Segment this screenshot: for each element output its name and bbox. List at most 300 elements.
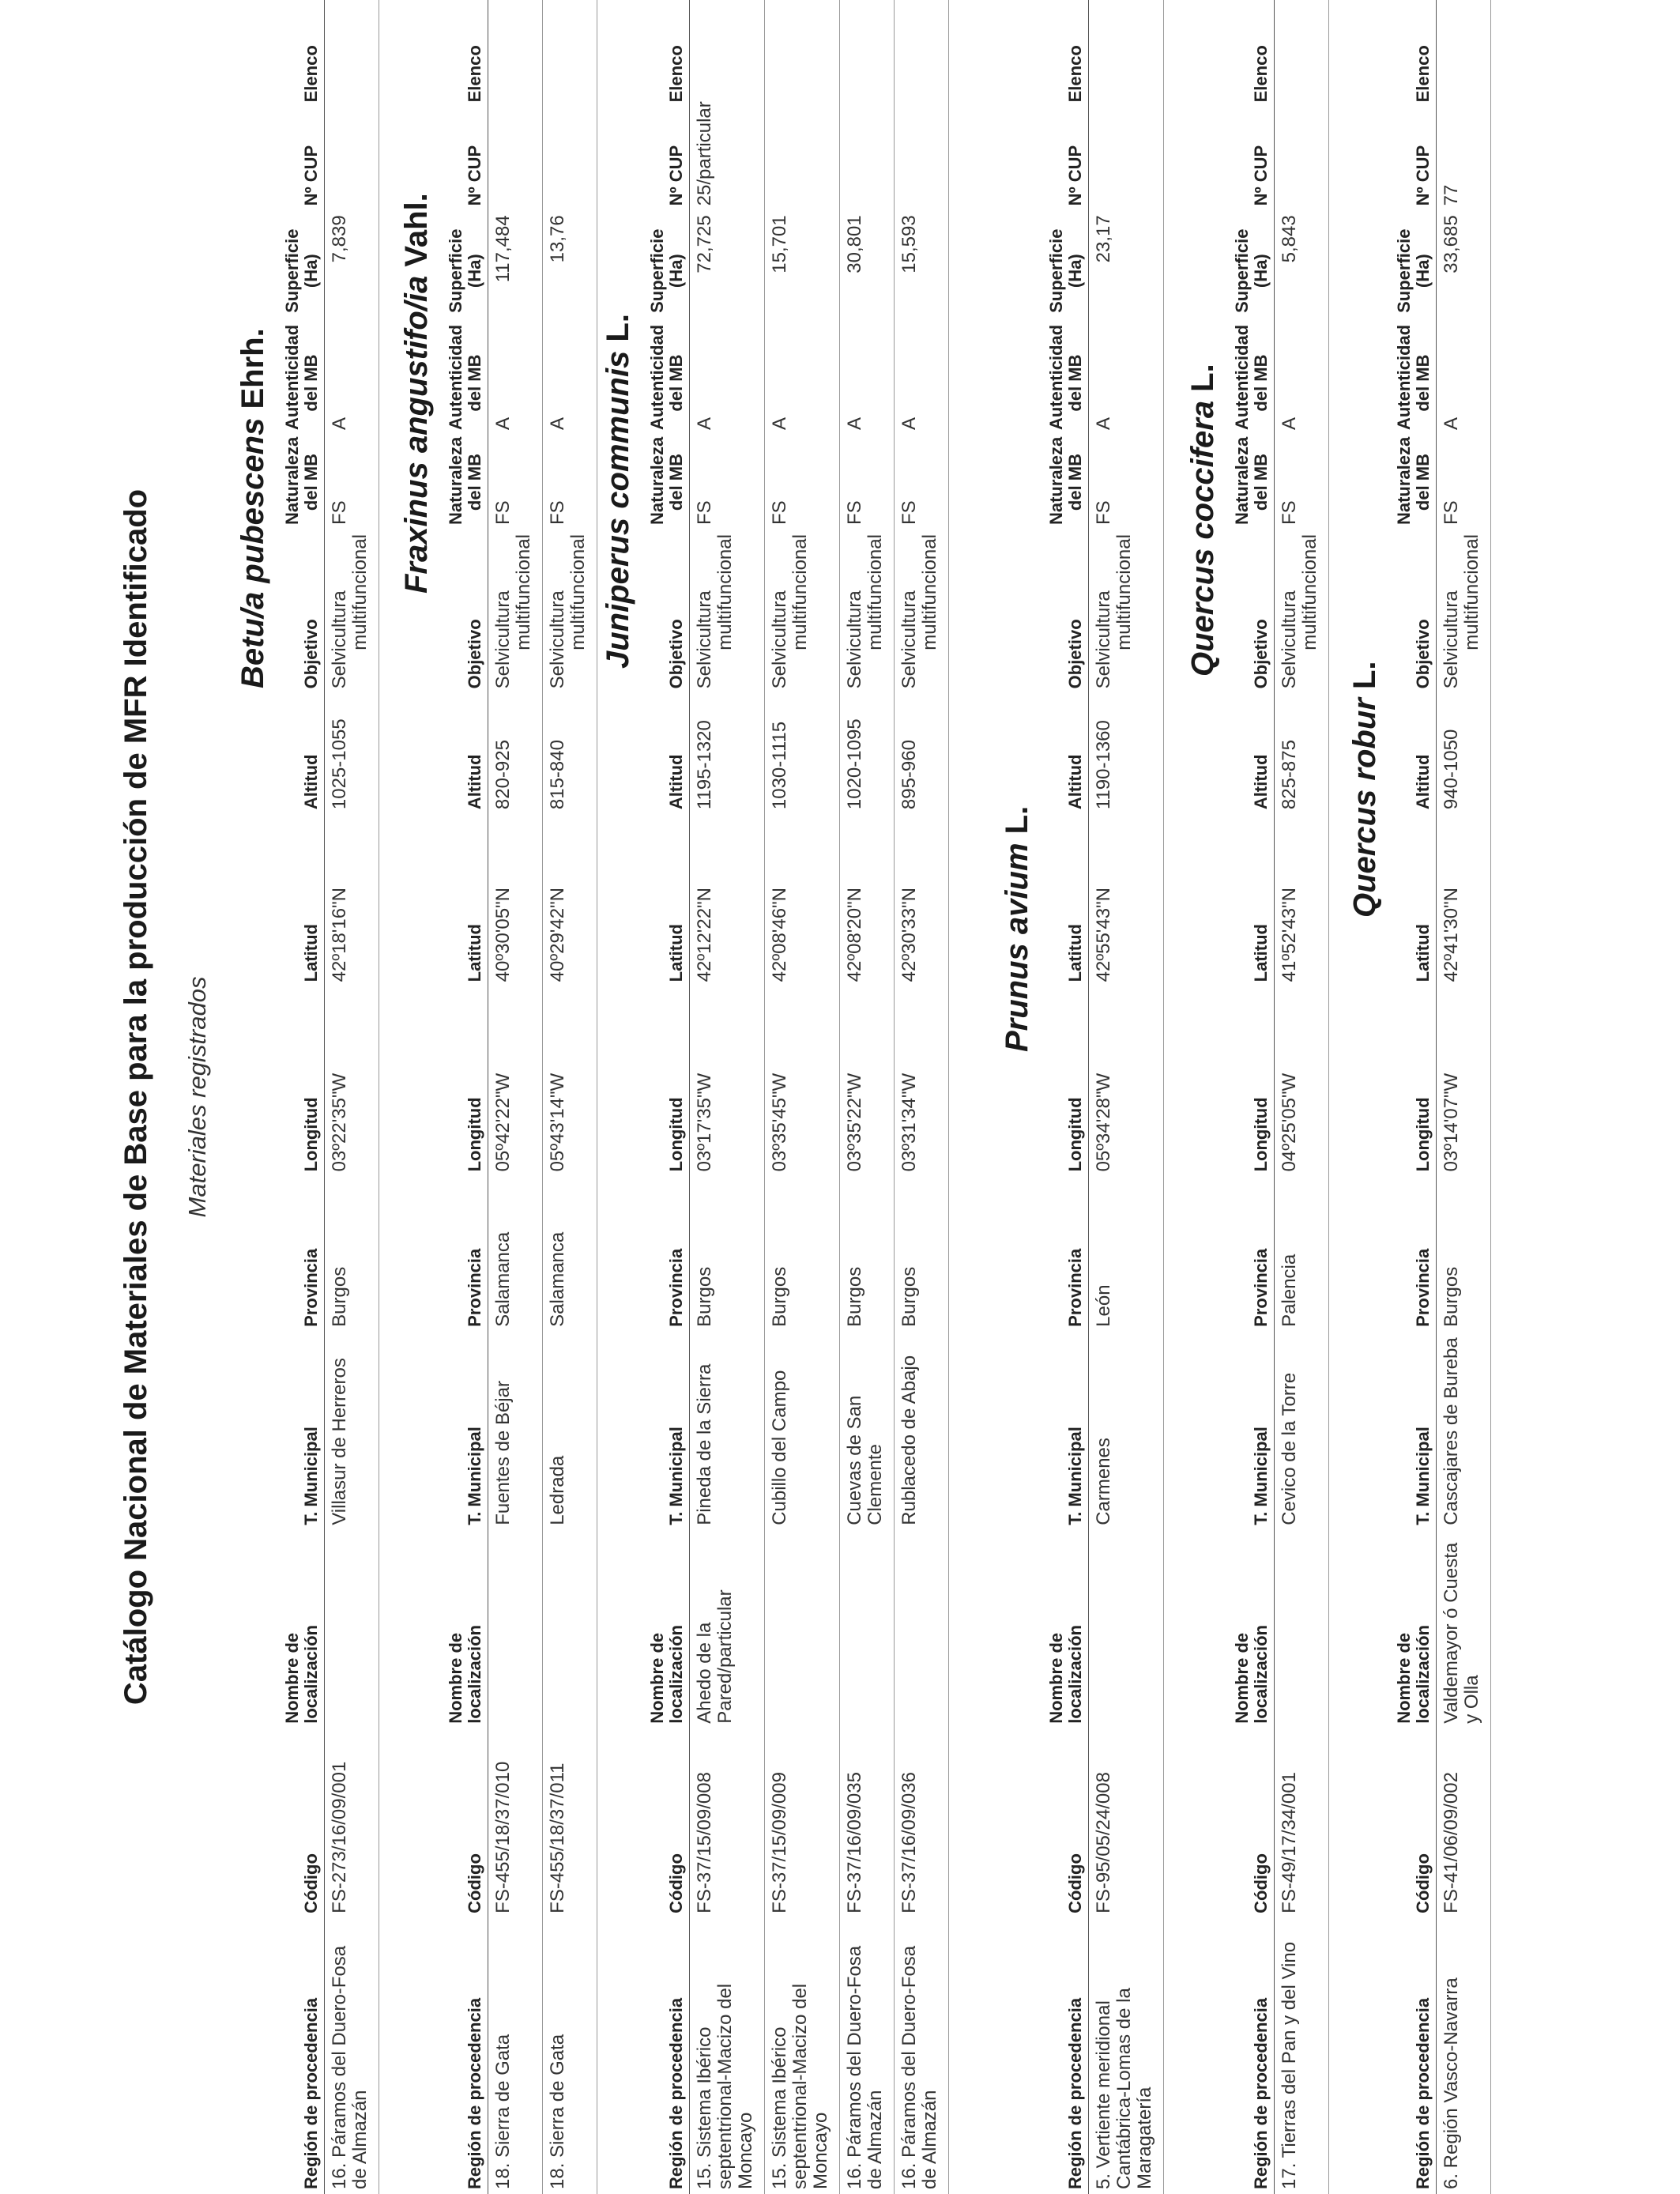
cell-altitud: 1025-1055 xyxy=(325,693,379,814)
species-author: L. xyxy=(1000,805,1034,835)
column-header-longitud: Longitud xyxy=(301,1097,321,1172)
cell-autenticidad: A xyxy=(840,331,895,435)
table-row xyxy=(840,0,895,2194)
column-header-municipal: T. Municipal xyxy=(301,1427,321,1525)
cell-latitud: 40º29'42"N xyxy=(543,814,597,986)
column-header-superficie xyxy=(648,210,690,331)
cell-longitud: 03º31'34"W xyxy=(895,986,949,1176)
species-author: Ehrh. xyxy=(235,328,270,409)
column-header-longitud: Longitud xyxy=(1065,1097,1085,1172)
column-header-superficie-line2: (Ha) xyxy=(301,254,321,288)
column-header-autenticidad-line2: del MB xyxy=(1413,354,1433,412)
column-header-codigo: Código xyxy=(301,1853,321,1913)
cell-provincia: Burgos xyxy=(690,1176,765,1331)
species-genus: Betu/a pubescens xyxy=(235,417,270,688)
cell-latitud: 42º30'33"N xyxy=(895,814,949,986)
column-header-objetivo: Objetivo xyxy=(301,619,321,689)
page-subtitle: Materiales registrados xyxy=(183,976,211,1218)
cell-codigo: FS-37/15/09/008 xyxy=(690,1728,765,1918)
cell-provincia: Salamanca xyxy=(488,1176,543,1331)
species-genus: Prunus avium xyxy=(1000,843,1034,1052)
table-body xyxy=(325,0,379,2194)
species-table xyxy=(648,0,949,2194)
column-header-longitud: Longitud xyxy=(1251,1097,1271,1172)
cell-nombre: Valdemayor ó Cuesta y Olla xyxy=(1437,1530,1491,1728)
cell-municipal: Cuevas de San Clemente xyxy=(840,1332,895,1530)
column-header-codigo: Código xyxy=(465,1853,484,1913)
column-header-longitud: Longitud xyxy=(666,1097,686,1172)
cell-region: 18. Sierra de Gata xyxy=(543,1918,597,2194)
table-body xyxy=(488,0,597,2194)
column-header-autenticidad-line1: Autenticidad xyxy=(282,324,302,431)
cell-provincia: Burgos xyxy=(765,1176,840,1331)
column-header-elenco: Elenco xyxy=(666,45,686,103)
column-header-naturaleza-line2: del MB xyxy=(1413,453,1433,511)
column-header-municipal: T. Municipal xyxy=(1413,1427,1433,1525)
column-header-objetivo: Objetivo xyxy=(1065,619,1085,689)
column-header-provincia: Provincia xyxy=(1251,1248,1271,1327)
cell-provincia: Burgos xyxy=(1437,1176,1491,1331)
column-header-superficie xyxy=(446,210,488,331)
column-header-codigo: Código xyxy=(1251,1853,1271,1913)
column-header-municipal: T. Municipal xyxy=(666,1427,686,1525)
table-row xyxy=(1275,0,1329,2194)
species-table xyxy=(283,0,379,2194)
cell-autenticidad: A xyxy=(325,331,379,435)
cell-altitud: 940-1050 xyxy=(1437,693,1491,814)
cell-cup xyxy=(488,107,543,210)
column-header-superficie-line2: (Ha) xyxy=(1065,254,1085,288)
column-header-superficie xyxy=(283,210,325,331)
column-header-superficie-line1: Superficie xyxy=(1046,228,1066,313)
cell-objetivo xyxy=(325,530,379,693)
cell-objetivo-line1: Selvicultura xyxy=(769,590,790,689)
cell-objetivo xyxy=(895,530,949,693)
cell-elenco xyxy=(325,0,379,107)
cell-cup xyxy=(325,107,379,210)
cell-altitud: 1190-1360 xyxy=(1089,693,1164,814)
cell-municipal: Cascajares de Bureba xyxy=(1437,1332,1491,1530)
cell-codigo: FS-37/15/09/009 xyxy=(765,1728,840,1918)
column-header-autenticidad-line2: del MB xyxy=(1065,354,1085,412)
column-header-autenticidad-line1: Autenticidad xyxy=(1394,324,1414,431)
cell-superficie: 5,843 xyxy=(1275,210,1329,331)
column-header-altitud: Altitud xyxy=(301,754,321,810)
column-header-autenticidad xyxy=(1232,324,1275,435)
column-header-superficie xyxy=(1395,210,1437,331)
column-header-provincia: Provincia xyxy=(666,1248,686,1327)
cell-naturaleza: FS xyxy=(325,435,379,530)
column-header-naturaleza-line1: Naturaleza xyxy=(1046,436,1066,526)
cell-cup: 77 xyxy=(1437,107,1491,210)
cell-nombre xyxy=(895,1530,949,1728)
column-header-nombre: Nombre de localización xyxy=(647,1625,686,1724)
cell-latitud: 42º41'30"N xyxy=(1437,814,1491,986)
cell-superficie: 30,801 xyxy=(840,210,895,331)
table-body xyxy=(1089,0,1164,2194)
column-header-autenticidad-line1: Autenticidad xyxy=(1046,324,1066,431)
column-header-superficie xyxy=(1047,210,1089,331)
column-header-naturaleza xyxy=(1233,435,1275,530)
cell-region: 5. Vertiente meridional Cantábrica-Lomas de la Maragatería xyxy=(1089,1918,1164,2194)
column-header-cup: Nº CUP xyxy=(1065,145,1085,206)
column-header-provincia: Provincia xyxy=(465,1248,484,1327)
column-header-latitud: Latitud xyxy=(301,924,321,982)
header-row xyxy=(1047,0,1089,2194)
column-header-cup: Nº CUP xyxy=(301,145,321,206)
cell-nombre xyxy=(840,1530,895,1728)
column-header-region: Región de procedencia xyxy=(1413,1997,1433,2189)
table-body xyxy=(1437,0,1491,2194)
column-header-provincia: Provincia xyxy=(1065,1248,1085,1327)
species-table xyxy=(1395,0,1491,2194)
species-genus: Juniperus communis xyxy=(601,350,635,669)
column-header-naturaleza-line2: del MB xyxy=(1065,453,1085,511)
column-header-latitud: Latitud xyxy=(1251,924,1271,982)
column-header-autenticidad-line1: Autenticidad xyxy=(1232,324,1252,431)
cell-municipal: Fuentes de Béjar xyxy=(488,1332,543,1530)
species-title xyxy=(1185,364,1221,677)
cell-cup xyxy=(1089,107,1164,210)
cell-autenticidad: A xyxy=(1089,331,1164,435)
cell-objetivo xyxy=(488,530,543,693)
species-title xyxy=(399,193,435,594)
column-header-naturaleza-line1: Naturaleza xyxy=(647,436,667,526)
table-row xyxy=(690,0,765,2194)
header-row xyxy=(283,0,325,2194)
cell-municipal: Pineda de la Sierra xyxy=(690,1332,765,1530)
cell-naturaleza: FS xyxy=(765,435,840,530)
cell-objetivo-line1: Selvicultura xyxy=(694,590,715,689)
column-header-region: Región de procedencia xyxy=(301,1997,321,2189)
column-header-naturaleza-line2: del MB xyxy=(1251,453,1271,511)
cell-elenco xyxy=(840,0,895,107)
species-table xyxy=(1047,0,1164,2194)
table-row xyxy=(1437,0,1491,2194)
cell-latitud: 40º30'05"N xyxy=(488,814,543,986)
cell-autenticidad: A xyxy=(543,331,597,435)
column-header-objetivo: Objetivo xyxy=(666,619,686,689)
cell-region: 16. Páramos del Duero-Fosa de Almazán xyxy=(895,1918,949,2194)
column-header-autenticidad-line1: Autenticidad xyxy=(647,324,667,431)
cell-naturaleza: FS xyxy=(1089,435,1164,530)
cell-naturaleza: FS xyxy=(840,435,895,530)
column-header-codigo: Código xyxy=(666,1853,686,1913)
cell-elenco xyxy=(543,0,597,107)
cell-longitud: 05º42'22"W xyxy=(488,986,543,1176)
column-header-autenticidad-line2: del MB xyxy=(465,354,484,412)
cell-provincia: Palencia xyxy=(1275,1176,1329,1331)
column-header-naturaleza xyxy=(1395,435,1437,530)
cell-longitud: 03º14'07"W xyxy=(1437,986,1491,1176)
header-row xyxy=(1395,0,1437,2194)
cell-autenticidad: A xyxy=(690,331,765,435)
cell-objetivo xyxy=(690,530,765,693)
species-table xyxy=(1233,0,1329,2194)
cell-latitud: 42º55'43"N xyxy=(1089,814,1164,986)
cell-elenco xyxy=(1275,0,1329,107)
cell-cup xyxy=(765,107,840,210)
column-header-naturaleza-line1: Naturaleza xyxy=(446,436,465,526)
column-header-superficie-line1: Superficie xyxy=(1394,228,1414,313)
column-header-autenticidad xyxy=(446,324,488,435)
cell-municipal: Carmenes xyxy=(1089,1332,1164,1530)
column-header-naturaleza xyxy=(283,435,325,530)
column-header-nombre: Nombre de localización xyxy=(446,1625,484,1724)
cell-elenco xyxy=(765,0,840,107)
table-row xyxy=(543,0,597,2194)
column-header-autenticidad xyxy=(1046,324,1089,435)
column-header-superficie-line1: Superficie xyxy=(282,228,302,313)
column-header-elenco: Elenco xyxy=(1413,45,1433,103)
column-header-altitud: Altitud xyxy=(1251,754,1271,810)
cell-codigo: FS-37/16/09/035 xyxy=(840,1728,895,1918)
column-header-region: Región de procedencia xyxy=(465,1997,484,2189)
cell-longitud: 03º35'22"W xyxy=(840,986,895,1176)
cell-autenticidad: A xyxy=(488,331,543,435)
column-header-naturaleza-line2: del MB xyxy=(666,453,686,511)
cell-nombre xyxy=(1275,1530,1329,1728)
table-row xyxy=(488,0,543,2194)
cell-objetivo-line2: multifuncional xyxy=(864,534,886,650)
cell-codigo: FS-41/06/09/002 xyxy=(1437,1728,1491,1918)
cell-provincia: Salamanca xyxy=(543,1176,597,1331)
cell-superficie: 15,701 xyxy=(765,210,840,331)
column-header-region: Región de procedencia xyxy=(1065,1997,1085,2189)
column-header-provincia: Provincia xyxy=(1413,1248,1433,1327)
cell-naturaleza: FS xyxy=(1275,435,1329,530)
column-header-naturaleza xyxy=(648,435,690,530)
cell-region: 15. Sistema Ibérico septentrional-Macizo del Moncayo xyxy=(690,1918,765,2194)
cell-superficie: 13,76 xyxy=(543,210,597,331)
cell-latitud: 42º18'16"N xyxy=(325,814,379,986)
column-header-provincia: Provincia xyxy=(301,1248,321,1327)
column-header-superficie-line2: (Ha) xyxy=(1413,254,1433,288)
cell-altitud: 815-840 xyxy=(543,693,597,814)
cell-objetivo-line2: multifuncional xyxy=(1113,534,1135,650)
column-header-naturaleza-line1: Naturaleza xyxy=(1394,436,1414,526)
cell-elenco xyxy=(488,0,543,107)
table-row xyxy=(325,0,379,2194)
cell-objetivo-line1: Selvicultura xyxy=(1279,590,1300,689)
cell-codigo: FS-95/05/24/008 xyxy=(1089,1728,1164,1918)
cell-altitud: 1030-1115 xyxy=(765,693,840,814)
cell-naturaleza: FS xyxy=(690,435,765,530)
cell-cup: 25/particular xyxy=(690,107,765,210)
cell-elenco xyxy=(690,0,765,107)
table-body xyxy=(690,0,949,2194)
column-header-region: Región de procedencia xyxy=(666,1997,686,2189)
cell-longitud: 05º43'14"W xyxy=(543,986,597,1176)
cell-superficie: 15,593 xyxy=(895,210,949,331)
cell-codigo: FS-273/16/09/001 xyxy=(325,1728,379,1918)
column-header-altitud: Altitud xyxy=(465,754,484,810)
column-header-latitud: Latitud xyxy=(465,924,484,982)
column-header-naturaleza-line2: del MB xyxy=(465,453,484,511)
cell-municipal: Cevico de la Torre xyxy=(1275,1332,1329,1530)
column-header-objetivo: Objetivo xyxy=(1251,619,1271,689)
column-header-elenco: Elenco xyxy=(301,45,321,103)
cell-objetivo-line2: multifuncional xyxy=(789,534,811,650)
column-header-nombre: Nombre de localización xyxy=(1046,1625,1085,1724)
table-header xyxy=(1047,0,1089,2194)
cell-nombre: Ahedo de la Pared/particular xyxy=(690,1530,765,1728)
cell-altitud: 825-875 xyxy=(1275,693,1329,814)
cell-region: 16. Páramos del Duero-Fosa de Almazán xyxy=(840,1918,895,2194)
cell-latitud: 41º52'43"N xyxy=(1275,814,1329,986)
cell-longitud: 03º17'35"W xyxy=(690,986,765,1176)
column-header-altitud: Altitud xyxy=(666,754,686,810)
table-header xyxy=(283,0,325,2194)
cell-objetivo-line1: Selvicultura xyxy=(898,590,920,689)
column-header-elenco: Elenco xyxy=(465,45,484,103)
cell-cup xyxy=(543,107,597,210)
column-header-nombre: Nombre de localización xyxy=(1394,1625,1433,1724)
species-genus: Fraxinus angustifo/ia xyxy=(399,275,434,594)
cell-cup xyxy=(840,107,895,210)
cell-objetivo-line1: Selvicultura xyxy=(329,590,350,689)
cell-latitud: 42º08'46"N xyxy=(765,814,840,986)
cell-longitud: 03º22'35"W xyxy=(325,986,379,1176)
cell-longitud: 04º25'05"W xyxy=(1275,986,1329,1176)
cell-elenco xyxy=(1437,0,1491,107)
cell-altitud: 1020-1095 xyxy=(840,693,895,814)
column-header-cup: Nº CUP xyxy=(1413,145,1433,206)
table-row xyxy=(895,0,949,2194)
cell-nombre xyxy=(765,1530,840,1728)
cell-nombre xyxy=(488,1530,543,1728)
header-row xyxy=(446,0,488,2194)
column-header-autenticidad-line2: del MB xyxy=(301,354,321,412)
column-header-municipal: T. Municipal xyxy=(1251,1427,1271,1525)
cell-autenticidad: A xyxy=(1275,331,1329,435)
cell-objetivo-line1: Selvicultura xyxy=(547,590,568,689)
header-row xyxy=(648,0,690,2194)
cell-latitud: 42º08'20"N xyxy=(840,814,895,986)
column-header-latitud: Latitud xyxy=(666,924,686,982)
cell-objetivo xyxy=(543,530,597,693)
cell-nombre xyxy=(1089,1530,1164,1728)
cell-region: 18. Sierra de Gata xyxy=(488,1918,543,2194)
column-header-naturaleza-line1: Naturaleza xyxy=(282,436,302,526)
cell-naturaleza: FS xyxy=(1437,435,1491,530)
cell-elenco xyxy=(895,0,949,107)
cell-altitud: 1195-1320 xyxy=(690,693,765,814)
species-genus: Quercus coccifera xyxy=(1185,400,1220,677)
column-header-superficie-line2: (Ha) xyxy=(1251,254,1271,288)
cell-objetivo-line1: Selvicultura xyxy=(492,590,514,689)
species-title xyxy=(601,314,636,669)
species-table xyxy=(446,0,597,2194)
column-header-cup: Nº CUP xyxy=(1251,145,1271,206)
column-header-objetivo: Objetivo xyxy=(1413,619,1433,689)
cell-objetivo-line2: multifuncional xyxy=(349,534,371,650)
cell-superficie: 23,17 xyxy=(1089,210,1164,331)
cell-provincia: Burgos xyxy=(840,1176,895,1331)
cell-longitud: 05º34'28"W xyxy=(1089,986,1164,1176)
column-header-autenticidad-line1: Autenticidad xyxy=(446,324,465,431)
cell-objetivo-line2: multifuncional xyxy=(919,534,940,650)
column-header-nombre: Nombre de localización xyxy=(1232,1625,1271,1724)
column-header-naturaleza xyxy=(446,435,488,530)
cell-cup xyxy=(895,107,949,210)
column-header-naturaleza-line2: del MB xyxy=(301,453,321,511)
species-author: L. xyxy=(601,314,635,342)
cell-latitud: 42º12'22"N xyxy=(690,814,765,986)
cell-autenticidad: A xyxy=(1437,331,1491,435)
species-title xyxy=(1347,661,1383,918)
cell-naturaleza: FS xyxy=(543,435,597,530)
cell-objetivo-line1: Selvicultura xyxy=(1093,590,1114,689)
cell-objetivo xyxy=(840,530,895,693)
column-header-objetivo: Objetivo xyxy=(465,619,484,689)
cell-objetivo-line2: multifuncional xyxy=(714,534,736,650)
header-row xyxy=(1233,0,1275,2194)
cell-superficie: 117,484 xyxy=(488,210,543,331)
cell-objetivo-line2: multifuncional xyxy=(1299,534,1320,650)
column-header-naturaleza-line1: Naturaleza xyxy=(1232,436,1252,526)
column-header-altitud: Altitud xyxy=(1413,754,1433,810)
cell-municipal: Villasur de Herreros xyxy=(325,1332,379,1530)
column-header-naturaleza xyxy=(1047,435,1089,530)
table-body xyxy=(1275,0,1329,2194)
column-header-codigo: Código xyxy=(1413,1853,1433,1913)
column-header-elenco: Elenco xyxy=(1065,45,1085,103)
column-header-longitud: Longitud xyxy=(1413,1097,1433,1172)
species-author: Vahl. xyxy=(399,193,434,267)
species-title xyxy=(1000,806,1035,1052)
table-header xyxy=(446,0,488,2194)
cell-provincia: Burgos xyxy=(895,1176,949,1331)
cell-codigo: FS-49/17/34/001 xyxy=(1275,1728,1329,1918)
cell-autenticidad: A xyxy=(895,331,949,435)
cell-altitud: 895-960 xyxy=(895,693,949,814)
cell-altitud: 820-925 xyxy=(488,693,543,814)
column-header-autenticidad-line2: del MB xyxy=(1251,354,1271,412)
cell-region: 15. Sistema Ibérico septentrional-Macizo del Moncayo xyxy=(765,1918,840,2194)
cell-objetivo xyxy=(1275,530,1329,693)
column-header-latitud: Latitud xyxy=(1413,924,1433,982)
column-header-nombre: Nombre de localización xyxy=(282,1625,321,1724)
cell-codigo: FS-37/16/09/036 xyxy=(895,1728,949,1918)
cell-nombre xyxy=(325,1530,379,1728)
cell-objetivo-line2: multifuncional xyxy=(567,534,589,650)
column-header-longitud: Longitud xyxy=(465,1097,484,1172)
page-title: Catálogo Nacional de Materiales de Base para la producción de MFR Identificado xyxy=(119,488,153,1706)
table-header xyxy=(1395,0,1437,2194)
column-header-codigo: Código xyxy=(1065,1853,1085,1913)
cell-objetivo-line2: multifuncional xyxy=(1461,534,1482,650)
cell-objetivo xyxy=(1089,530,1164,693)
column-header-cup: Nº CUP xyxy=(666,145,686,206)
column-header-cup: Nº CUP xyxy=(465,145,484,206)
cell-municipal: Cubillo del Campo xyxy=(765,1332,840,1530)
species-title xyxy=(235,328,271,688)
cell-naturaleza: FS xyxy=(895,435,949,530)
cell-codigo: FS-455/18/37/011 xyxy=(543,1728,597,1918)
column-header-superficie-line1: Superficie xyxy=(446,228,465,313)
column-header-superficie-line1: Superficie xyxy=(1232,228,1252,313)
cell-elenco xyxy=(1089,0,1164,107)
column-header-autenticidad xyxy=(282,324,325,435)
cell-objetivo-line2: multifuncional xyxy=(513,534,534,650)
table-row xyxy=(1089,0,1164,2194)
cell-cup xyxy=(1275,107,1329,210)
column-header-municipal: T. Municipal xyxy=(1065,1427,1085,1525)
cell-objetivo-line1: Selvicultura xyxy=(1441,590,1462,689)
table-row xyxy=(765,0,840,2194)
column-header-altitud: Altitud xyxy=(1065,754,1085,810)
